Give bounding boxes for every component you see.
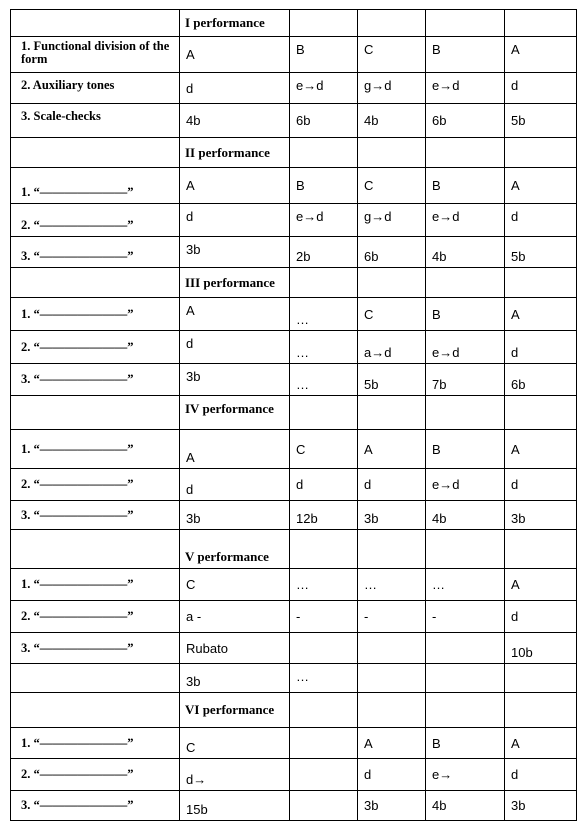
row-label: 3. “———————” — [11, 364, 180, 396]
table-cell: A — [358, 728, 426, 759]
table-row — [11, 298, 577, 331]
empty-cell — [358, 10, 426, 37]
table-cell: d — [358, 759, 426, 791]
row-label: 2. “———————” — [11, 331, 180, 364]
empty-cell — [11, 10, 180, 37]
table-cell: g→d — [358, 73, 426, 104]
table-cell: e→d — [426, 204, 505, 237]
table-cell: - — [358, 601, 426, 633]
table-cell: 3b — [358, 791, 426, 821]
table-cell: A — [505, 430, 577, 469]
table-cell: A — [180, 168, 290, 204]
table-cell — [290, 791, 358, 821]
empty-cell — [290, 138, 358, 168]
table-cell: d — [505, 759, 577, 791]
table-cell: C — [180, 728, 290, 759]
table-cell: a - — [180, 601, 290, 633]
table-cell: d — [505, 73, 577, 104]
table-cell: B — [426, 168, 505, 204]
empty-cell — [358, 693, 426, 728]
table-cell: d — [505, 204, 577, 237]
row-label — [11, 664, 180, 693]
performance-table — [10, 9, 577, 821]
table-row — [11, 728, 577, 759]
table-cell: 3b — [180, 664, 290, 693]
row-label: 2. Auxiliary tones — [11, 73, 180, 104]
table-cell: d — [358, 469, 426, 501]
table-cell: C — [180, 569, 290, 601]
table-cell — [505, 664, 577, 693]
table-cell: 10b — [505, 633, 577, 664]
section-title: I performance — [180, 10, 290, 37]
table-cell: 12b — [290, 501, 358, 530]
empty-cell — [290, 268, 358, 298]
table-cell: Rubato — [180, 633, 290, 664]
section-header-row — [11, 10, 577, 37]
table-row — [11, 601, 577, 633]
row-label: 3. Scale-checks — [11, 104, 180, 138]
table-row — [11, 569, 577, 601]
table-cell — [426, 633, 505, 664]
table-row — [11, 204, 577, 237]
table-cell: d — [505, 469, 577, 501]
table-cell: A — [505, 168, 577, 204]
performance-table-wrapper — [10, 9, 577, 821]
table-cell: 3b — [505, 501, 577, 530]
table-row — [11, 237, 577, 268]
empty-cell — [505, 138, 577, 168]
table-cell: - — [290, 601, 358, 633]
table-cell — [426, 664, 505, 693]
empty-cell — [11, 530, 180, 569]
table-cell: 3b — [180, 237, 290, 268]
table-cell: d — [505, 601, 577, 633]
table-cell: 3b — [505, 791, 577, 821]
table-cell — [290, 728, 358, 759]
row-label: 2. “———————” — [11, 759, 180, 791]
empty-cell — [358, 530, 426, 569]
empty-cell — [11, 138, 180, 168]
row-label: 3. “———————” — [11, 633, 180, 664]
table-cell: 15b — [180, 791, 290, 821]
empty-cell — [358, 268, 426, 298]
row-label: 1. “———————” — [11, 728, 180, 759]
table-cell: … — [290, 569, 358, 601]
table-row — [11, 168, 577, 204]
table-cell: 3b — [180, 501, 290, 530]
row-label: 2. “———————” — [11, 204, 180, 237]
table-cell: 4b — [426, 791, 505, 821]
table-cell: … — [290, 298, 358, 331]
table-row — [11, 791, 577, 821]
table-cell: d — [180, 73, 290, 104]
table-cell: A — [180, 37, 290, 73]
table-cell: e→d — [426, 469, 505, 501]
table-cell: 4b — [426, 501, 505, 530]
table-cell: 6b — [505, 364, 577, 396]
row-label: 3. “———————” — [11, 237, 180, 268]
section-header-row — [11, 138, 577, 168]
empty-cell — [505, 396, 577, 430]
row-label: 2. “———————” — [11, 601, 180, 633]
row-label: 1. “———————” — [11, 569, 180, 601]
table-cell: C — [358, 168, 426, 204]
section-title: V performance — [180, 530, 290, 569]
table-cell: e→ — [426, 759, 505, 791]
table-cell: 4b — [358, 104, 426, 138]
table-cell — [290, 759, 358, 791]
section-header-row — [11, 693, 577, 728]
row-label: 1. “———————” — [11, 298, 180, 331]
table-cell: 5b — [358, 364, 426, 396]
table-cell: C — [358, 298, 426, 331]
empty-cell — [426, 530, 505, 569]
table-row — [11, 331, 577, 364]
empty-cell — [426, 10, 505, 37]
table-row — [11, 430, 577, 469]
table-cell: d — [180, 204, 290, 237]
empty-cell — [426, 268, 505, 298]
table-cell: a→d — [358, 331, 426, 364]
empty-cell — [11, 268, 180, 298]
table-cell: 6b — [426, 104, 505, 138]
table-cell: 3b — [180, 364, 290, 396]
section-header-row — [11, 530, 577, 569]
table-cell: A — [505, 569, 577, 601]
table-cell: - — [426, 601, 505, 633]
table-row — [11, 469, 577, 501]
table-cell: 4b — [426, 237, 505, 268]
empty-cell — [505, 10, 577, 37]
table-cell: C — [358, 37, 426, 73]
empty-cell — [290, 396, 358, 430]
empty-cell — [290, 10, 358, 37]
section-title: III performance — [180, 268, 290, 298]
empty-cell — [11, 396, 180, 430]
table-cell: g→d — [358, 204, 426, 237]
table-cell: C — [290, 430, 358, 469]
table-cell: A — [180, 430, 290, 469]
section-header-row — [11, 396, 577, 430]
table-cell — [358, 633, 426, 664]
section-header-row — [11, 268, 577, 298]
section-title: IV performance — [180, 396, 290, 430]
empty-cell — [358, 138, 426, 168]
section-title: II performance — [180, 138, 290, 168]
table-cell: d→ — [180, 759, 290, 791]
table-cell: 2b — [290, 237, 358, 268]
table-cell: A — [505, 298, 577, 331]
table-cell — [358, 664, 426, 693]
empty-cell — [505, 693, 577, 728]
table-row — [11, 364, 577, 396]
table-cell: d — [180, 331, 290, 364]
table-cell: e→d — [426, 73, 505, 104]
row-label: 3. “———————” — [11, 501, 180, 530]
empty-cell — [505, 268, 577, 298]
empty-cell — [290, 530, 358, 569]
table-cell: 6b — [290, 104, 358, 138]
empty-cell — [358, 396, 426, 430]
table-row — [11, 501, 577, 530]
table-cell: e→d — [426, 331, 505, 364]
empty-cell — [290, 693, 358, 728]
table-cell: 4b — [180, 104, 290, 138]
table-cell: 5b — [505, 104, 577, 138]
table-cell: B — [426, 728, 505, 759]
table-cell: A — [180, 298, 290, 331]
table-cell: 6b — [358, 237, 426, 268]
table-cell: A — [358, 430, 426, 469]
table-row — [11, 37, 577, 73]
table-row — [11, 633, 577, 664]
table-cell: A — [505, 728, 577, 759]
row-label: 3. “———————” — [11, 791, 180, 821]
table-cell: … — [290, 664, 358, 693]
table-row — [11, 664, 577, 693]
table-row — [11, 73, 577, 104]
table-cell: … — [290, 364, 358, 396]
row-label: 1. “———————” — [11, 168, 180, 204]
table-cell: B — [426, 37, 505, 73]
table-cell: B — [290, 168, 358, 204]
table-cell: 3b — [358, 501, 426, 530]
table-cell: B — [426, 430, 505, 469]
table-cell: d — [505, 331, 577, 364]
table-cell: B — [290, 37, 358, 73]
section-title: VI performance — [180, 693, 290, 728]
table-cell: … — [358, 569, 426, 601]
table-row — [11, 759, 577, 791]
table-cell: e→d — [290, 204, 358, 237]
table-cell: … — [426, 569, 505, 601]
table-cell: d — [290, 469, 358, 501]
row-label: 1. “———————” — [11, 430, 180, 469]
empty-cell — [426, 396, 505, 430]
empty-cell — [426, 693, 505, 728]
table-cell: A — [505, 37, 577, 73]
table-cell: … — [290, 331, 358, 364]
table-cell: 7b — [426, 364, 505, 396]
table-cell: e→d — [290, 73, 358, 104]
table-cell: B — [426, 298, 505, 331]
empty-cell — [426, 138, 505, 168]
table-row — [11, 104, 577, 138]
empty-cell — [505, 530, 577, 569]
table-cell: d — [180, 469, 290, 501]
table-cell — [290, 633, 358, 664]
empty-cell — [11, 693, 180, 728]
row-label: 2. “———————” — [11, 469, 180, 501]
row-label: 1. Functional division of the form — [11, 37, 180, 73]
table-cell: 5b — [505, 237, 577, 268]
